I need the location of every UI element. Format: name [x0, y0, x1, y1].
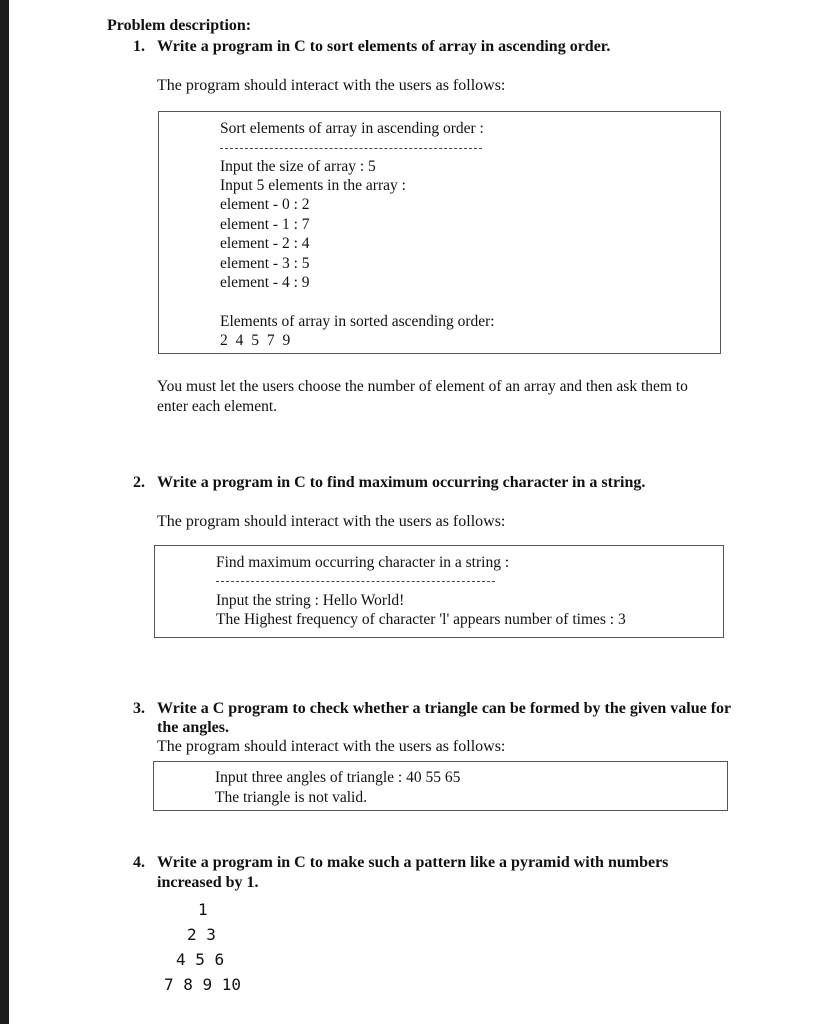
sample-line: Input the size of array : 5	[220, 158, 376, 175]
sample-result-values: 2 4 5 7 9	[220, 332, 293, 349]
problem-2-intro: The program should interact with the users as follows:	[157, 513, 506, 530]
problem-3-intro: The program should interact with the users as follows:	[157, 738, 506, 755]
problem-1-note-line-1: You must let the users choose the number of element of an array and then ask them to	[157, 378, 688, 395]
page-heading: Problem description:	[107, 17, 252, 34]
problem-1-number: 1.	[133, 38, 145, 55]
sample-line: Input three angles of triangle : 40 55 65	[215, 769, 461, 786]
problem-1-sample-box	[158, 111, 721, 354]
problem-3-number: 3.	[133, 700, 145, 717]
pyramid-row: 7 8 9 10	[164, 975, 242, 994]
problem-4-title-line-2: increased by 1.	[157, 874, 259, 891]
problem-3-title-line-2: the angles.	[157, 719, 229, 736]
sample-result-label: Elements of array in sorted ascending order:	[220, 313, 495, 330]
sample-header: Find maximum occurring character in a string :	[216, 554, 510, 571]
problem-2-sample-box	[154, 545, 724, 638]
problem-1-intro: The program should interact with the users as follows:	[157, 77, 506, 94]
sample-line: Input 5 elements in the array :	[220, 177, 406, 194]
problem-2-title: Write a program in C to find maximum occurring character in a string.	[157, 474, 646, 491]
sample-line: element - 4 : 9	[220, 274, 310, 291]
sample-line: element - 3 : 5	[220, 255, 310, 272]
problem-3-sample-box	[153, 761, 728, 811]
sample-divider	[216, 581, 495, 582]
pyramid-row: 4 5 6	[176, 950, 225, 969]
problem-1-note-line-2: enter each element.	[157, 398, 278, 415]
sample-line: element - 0 : 2	[220, 196, 310, 213]
sample-line: Input the string : Hello World!	[216, 592, 405, 609]
problem-4-number: 4.	[133, 854, 145, 871]
sample-line: The Highest frequency of character 'l' appears number of times : 3	[216, 611, 626, 628]
sample-line: element - 2 : 4	[220, 235, 310, 252]
left-edge-bar	[0, 0, 9, 1024]
problem-2-number: 2.	[133, 474, 145, 491]
sample-header: Sort elements of array in ascending order :	[220, 120, 484, 137]
sample-divider	[220, 148, 482, 149]
problem-4-title-line-1: Write a program in C to make such a pattern like a pyramid with numbers	[157, 854, 669, 871]
problem-3-title-line-1: Write a C program to check whether a triangle can be formed by the given value for	[157, 700, 732, 717]
sample-line: The triangle is not valid.	[215, 789, 367, 806]
pyramid-row: 1	[198, 900, 208, 919]
problem-1-title: Write a program in C to sort elements of array in ascending order.	[157, 38, 611, 55]
pyramid-row: 2 3	[187, 925, 216, 944]
sample-line: element - 1 : 7	[220, 216, 310, 233]
